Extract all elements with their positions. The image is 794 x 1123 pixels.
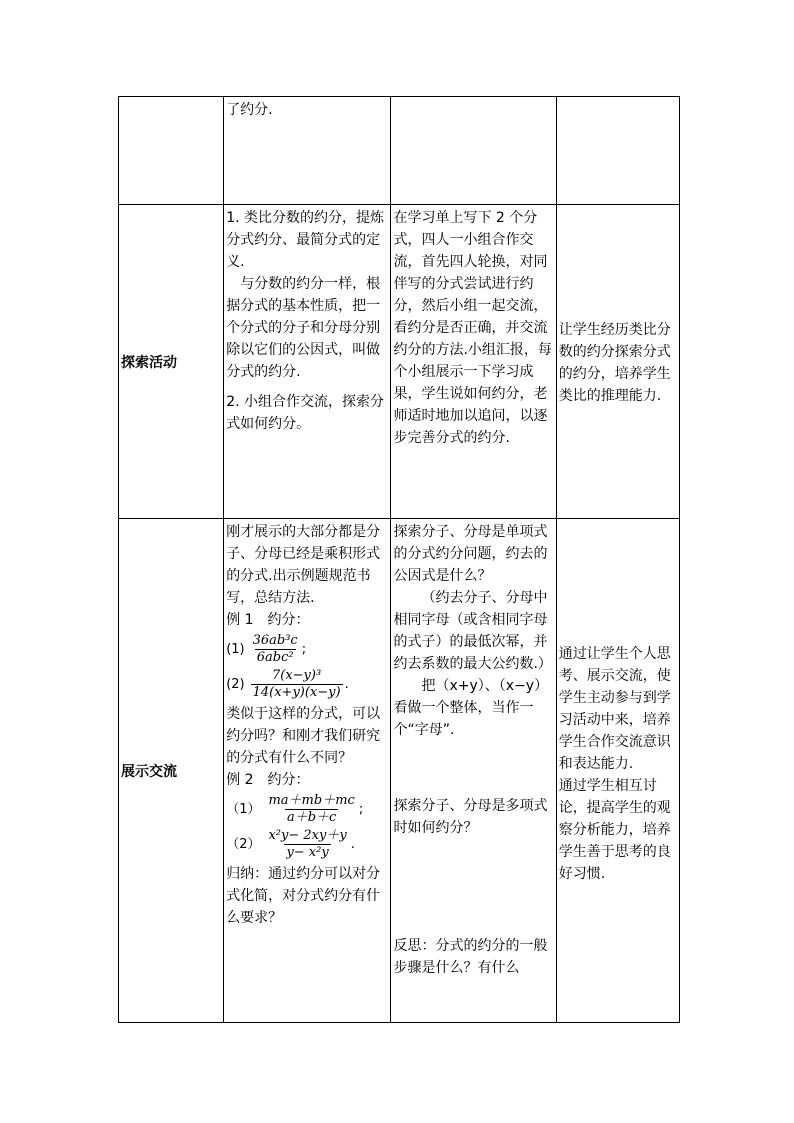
stage-cell: [119, 205, 224, 519]
teacher-text: 在学习单上写下 2 个分式，四人一小组合作交流，首先四人轮换，对同伴写的分式尝试进行约分，然后小组一起交流，看约分是否正确，并交流约分的方法.小组汇报，每个小组展示一下学习成果，学生说如何约分，老师适时地加以追问，以逐步完善分式的约分.: [393, 210, 552, 446]
student-text: 了约分.: [226, 102, 273, 118]
fraction: $\frac{\text{x²y− 2xy＋y}}{\text{y− x²y}}$: [268, 828, 347, 860]
purpose-text: 通过学生相互讨论，提高学生的观察分析能力，培养学生善于思考的良好习惯.: [558, 778, 671, 882]
purpose-text: 通过让学生个人思考、展示交流，使学生主动参与到学习活动中来，培养学生合作交流意识和表达能力.: [558, 646, 671, 772]
purpose-cell: [556, 205, 679, 519]
student-item: 与分数的约分一样，根据分式的基本性质，把一个分式的分子和分母分别除以它们的公因式，叫做分式的约分.: [226, 276, 381, 380]
student-summary: 归纳：通过约分可以对分式化简，对分式约分有什么要求？: [226, 866, 381, 926]
example-1-part-2: (2) $\frac{\text{7(x−y)³}}{14(x+y)(x-y)}$ .: [226, 668, 349, 700]
teacher-text: 反思：分式的约分的一般步骤是什么？有什么: [393, 938, 548, 976]
purpose-cell: [556, 519, 679, 1023]
teacher-activity-cell: [391, 205, 556, 519]
purpose-cell: [556, 97, 679, 205]
fraction: $\frac{\text{7(x−y)³}}{14(x+y)(x-y)}$: [252, 668, 341, 700]
table-row: [119, 205, 680, 519]
teacher-text: 把（x+y）、（x−y）看做一个整体，当作一个“字母”.: [393, 678, 549, 738]
table-row: [119, 519, 680, 1023]
student-question: 类似于这样的分式，可以约分吗？和刚才我们研究的分式有什么不同？: [226, 706, 381, 766]
example-2-heading: 例 2 约分：: [226, 772, 310, 788]
stage-label: 探索活动: [121, 354, 177, 371]
stage-label: 展示交流: [121, 763, 177, 780]
student-activity-cell: [224, 205, 391, 519]
teacher-activity-cell: [391, 519, 556, 1023]
teacher-text: 探索分子、分母是单项式的分式约分问题，约去的公因式是什么？: [393, 524, 548, 584]
example-1-part-1: (1) $\frac{\text{36ab³c}}{\text{6abc²}}$ ;: [226, 633, 307, 665]
example-1-heading: 例 1 约分：: [226, 612, 310, 628]
example-2-part-1: （1） $\frac{ma+mb+mc}{a+b+c}$ ;: [226, 793, 364, 825]
stage-cell: [119, 519, 224, 1023]
teacher-activity-cell: [391, 97, 556, 205]
purpose-text: 让学生经历类比分数的约分探索分式的约分，培养学生类比的推理能力.: [558, 321, 671, 404]
teacher-text: （约去分子、分母中相同字母（或含相同字母的式子）的最低次幂，并约去系数的最大公约数.）: [393, 590, 552, 672]
student-item: 1. 类比分数的约分，提炼分式约分、最简分式的定义.: [226, 210, 384, 270]
table-row: [119, 97, 680, 205]
student-intro: 刚才展示的大部分都是分子、分母已经是乘积形式的分式.出示例题规范书写，总结方法.: [226, 524, 381, 606]
teacher-text: 探索分子、分母是多项式时如何约分？: [393, 798, 548, 836]
example-2-part-2: （2） $\frac{\text{x²y− 2xy＋y}}{\text{y− x²y}}$ .: [226, 828, 355, 860]
student-activity-cell: [224, 97, 391, 205]
fraction: $\frac{ma+mb+mc}{a+b+c}$: [268, 793, 355, 825]
student-item: 2. 小组合作交流，探索分式如何约分。: [226, 394, 384, 432]
student-activity-cell: [224, 519, 391, 1023]
fraction: $\frac{\text{36ab³c}}{\text{6abc²}}$: [252, 633, 298, 665]
stage-cell: [119, 97, 224, 205]
lesson-plan-table: [118, 96, 680, 1023]
